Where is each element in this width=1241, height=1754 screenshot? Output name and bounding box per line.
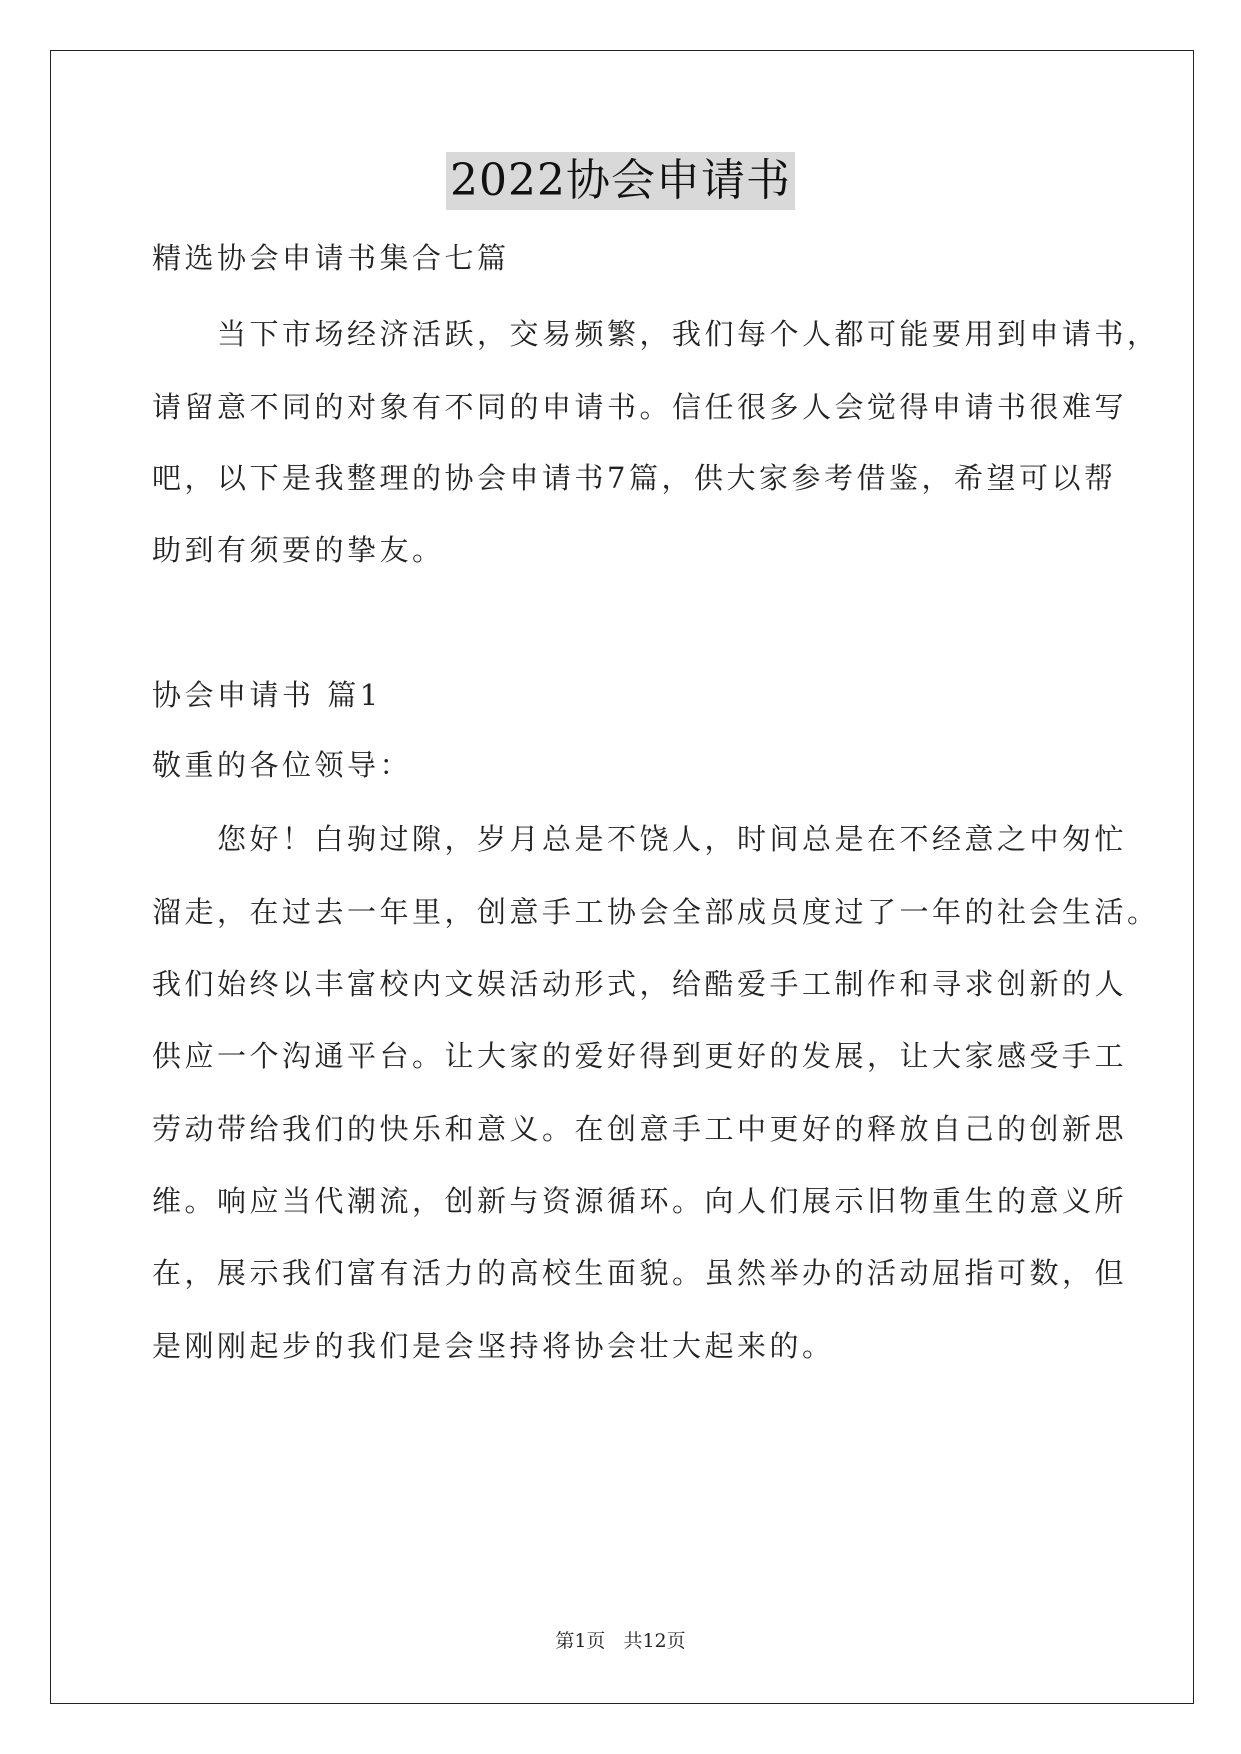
page-total: 共12页 — [623, 1630, 686, 1652]
document-title-container — [0, 152, 1241, 210]
body-line: 您好！白驹过隙，岁月总是不饶人，时间总是在不经意之中匆忙 — [152, 822, 1128, 856]
intro-line: 当下市场经济活跃，交易频繁，我们每个人都可能要用到申请书， — [152, 317, 1160, 351]
body-line: 供应一个沟通平台。让大家的爱好得到更好的发展，让大家感受手工 — [152, 1039, 1128, 1073]
page-number: 第1页 — [555, 1630, 606, 1652]
body-line: 溜走，在过去一年里，创意手工协会全部成员度过了一年的社会生活。 — [152, 895, 1160, 929]
body-line: 我们始终以丰富校内文娱活动形式，给酷爱手工制作和寻求创新的人 — [152, 967, 1128, 1001]
body-line: 在，展示我们富有活力的高校生面貌。虽然举办的活动屈指可数，但 — [152, 1256, 1128, 1290]
section-heading: 协会申请书 篇1 — [152, 678, 382, 712]
page-footer — [0, 1626, 1241, 1653]
intro-line: 请留意不同的对象有不同的申请书。信任很多人会觉得申请书很难写 — [152, 390, 1128, 424]
body-line: 劳动带给我们的快乐和意义。在创意手工中更好的释放自己的创新思 — [152, 1112, 1128, 1146]
body-line: 是刚刚起步的我们是会坚持将协会壮大起来的。 — [152, 1329, 835, 1363]
body-line: 维。响应当代潮流，创新与资源循环。向人们展示旧物重生的意义所 — [152, 1184, 1128, 1218]
intro-line: 助到有须要的挚友。 — [152, 533, 445, 567]
document-title: 2022协会申请书 — [446, 152, 795, 210]
page-border — [50, 50, 1194, 1704]
document-subtitle: 精选协会申请书集合七篇 — [152, 241, 510, 275]
intro-line: 吧，以下是我整理的协会申请书7篇，供大家参考借鉴，希望可以帮 — [152, 461, 1117, 495]
salutation: 敬重的各位领导： — [152, 748, 413, 782]
